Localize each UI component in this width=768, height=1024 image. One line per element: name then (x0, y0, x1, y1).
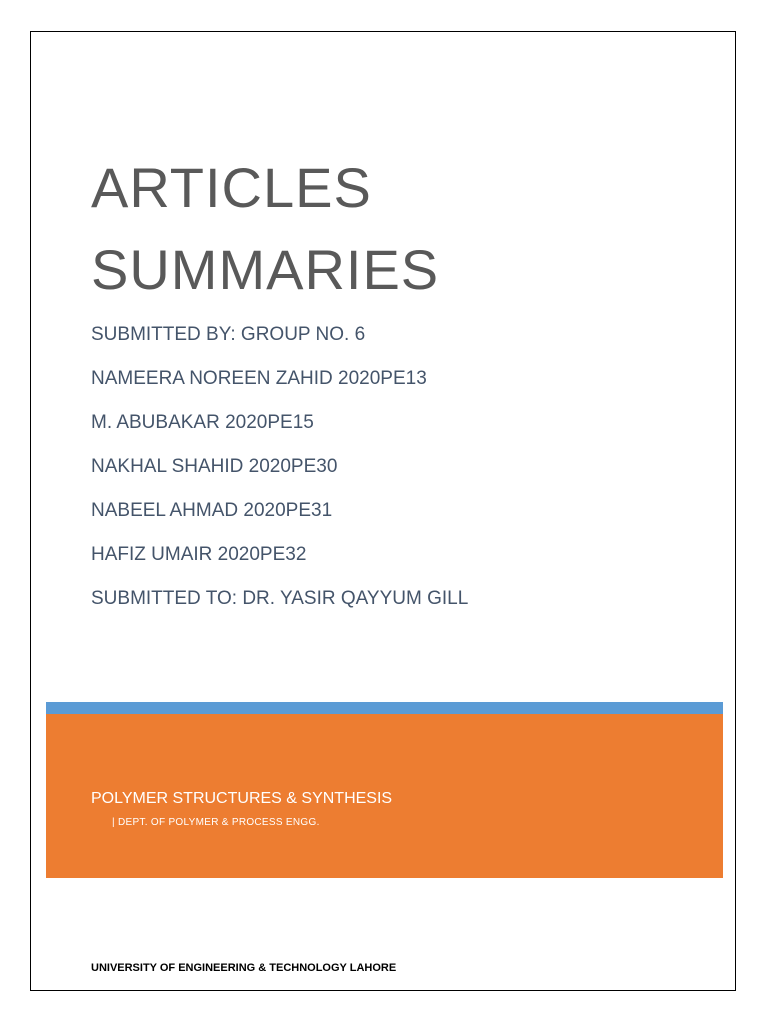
submitted-by-line: SUBMITTED BY: GROUP NO. 6 (91, 324, 366, 345)
title-line-2: SUMMARIES (91, 238, 440, 301)
university-name: UNIVERSITY OF ENGINEERING & TECHNOLOGY LAHORE (91, 962, 397, 974)
member-line: M. ABUBAKAR 2020PE15 (91, 412, 314, 433)
course-title: POLYMER STRUCTURES & SYNTHESIS (91, 790, 393, 807)
accent-strip (46, 702, 723, 714)
member-line: NAMEERA NOREEN ZAHID 2020PE13 (91, 368, 427, 389)
title-line-1: ARTICLES (91, 156, 372, 219)
member-line: HAFIZ UMAIR 2020PE32 (91, 544, 307, 565)
document-page (30, 31, 736, 991)
submission-info-list (91, 320, 468, 628)
submitted-to-line: SUBMITTED TO: DR. YASIR QAYYUM GILL (91, 588, 469, 609)
course-banner (46, 714, 723, 878)
department-line: | DEPT. OF POLYMER & PROCESS ENGG. (112, 817, 320, 828)
document-title (91, 147, 439, 311)
member-line: NAKHAL SHAHID 2020PE30 (91, 456, 338, 477)
member-line: NABEEL AHMAD 2020PE31 (91, 500, 333, 521)
